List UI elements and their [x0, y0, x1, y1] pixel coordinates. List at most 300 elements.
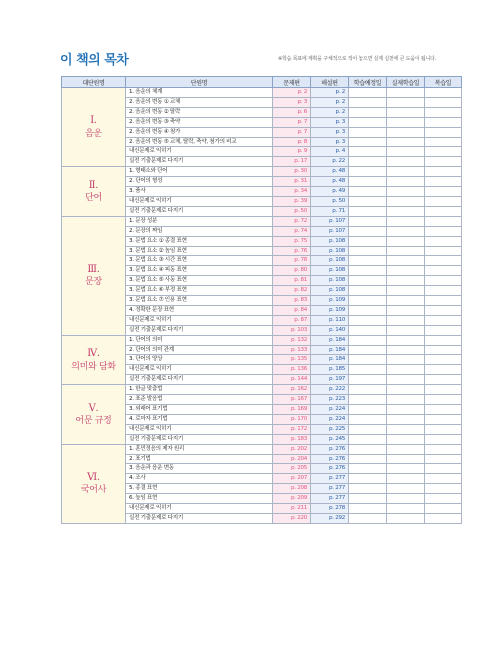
unit-name: 4. 조사 [126, 474, 273, 484]
actual-date-cell[interactable] [387, 464, 425, 474]
problem-page: p. 144 [273, 375, 311, 385]
section-name: 단어 [85, 193, 102, 204]
header-unit: 단원명 [126, 77, 273, 88]
actual-date-cell[interactable] [387, 167, 425, 177]
problem-page: p. 172 [273, 424, 311, 434]
planned-date-cell[interactable] [349, 355, 387, 365]
solution-page: p. 224 [311, 405, 349, 415]
problem-page: p. 8 [273, 137, 311, 147]
planned-date-cell[interactable] [349, 236, 387, 246]
solution-page: p. 108 [311, 256, 349, 266]
actual-date-cell[interactable] [387, 454, 425, 464]
problem-page: p. 30 [273, 167, 311, 177]
planned-date-cell[interactable] [349, 147, 387, 157]
problem-page: p. 34 [273, 187, 311, 197]
unit-name: 2. 음운의 변동 ④ 첨가 [126, 127, 273, 137]
unit-name: 내신문제로 익히기 [126, 196, 273, 206]
problem-page: p. 81 [273, 276, 311, 286]
actual-date-cell[interactable] [387, 365, 425, 375]
review-date-cell[interactable] [425, 464, 462, 474]
review-date-cell[interactable] [425, 375, 462, 385]
review-date-cell[interactable] [425, 325, 462, 335]
review-date-cell[interactable] [425, 484, 462, 494]
unit-name: 3. 외래어 표기법 [126, 405, 273, 415]
review-date-cell[interactable] [425, 196, 462, 206]
actual-date-cell[interactable] [387, 325, 425, 335]
section-number: Ⅳ. [87, 348, 100, 360]
planned-date-cell[interactable] [349, 375, 387, 385]
problem-page: p. 162 [273, 385, 311, 395]
section-cell [62, 335, 126, 385]
solution-page: p. 277 [311, 484, 349, 494]
actual-date-cell[interactable] [387, 276, 425, 286]
review-date-cell[interactable] [425, 434, 462, 444]
review-date-cell[interactable] [425, 117, 462, 127]
solution-page: p. 2 [311, 88, 349, 98]
review-date-cell[interactable] [425, 236, 462, 246]
review-date-cell[interactable] [425, 167, 462, 177]
unit-name: 실전 기출문제로 다지기 [126, 513, 273, 523]
actual-date-cell[interactable] [387, 395, 425, 405]
review-date-cell[interactable] [425, 286, 462, 296]
unit-name: 2. 표준 발음법 [126, 395, 273, 405]
planned-date-cell[interactable] [349, 296, 387, 306]
review-date-cell[interactable] [425, 137, 462, 147]
unit-name: 1. 형태소와 단어 [126, 167, 273, 177]
unit-name: 2. 음운의 변동 ③ 축약 [126, 117, 273, 127]
planned-date-cell[interactable] [349, 444, 387, 454]
actual-date-cell[interactable] [387, 474, 425, 484]
solution-page: p. 278 [311, 504, 349, 514]
solution-page: p. 48 [311, 167, 349, 177]
actual-date-cell[interactable] [387, 504, 425, 514]
planned-date-cell[interactable] [349, 216, 387, 226]
section-number: Ⅰ. [90, 115, 97, 127]
planned-date-cell[interactable] [349, 405, 387, 415]
actual-date-cell[interactable] [387, 444, 425, 454]
actual-date-cell[interactable] [387, 405, 425, 415]
problem-page: p. 74 [273, 226, 311, 236]
problem-page: p. 167 [273, 395, 311, 405]
unit-name: 3. 품사 [126, 187, 273, 197]
problem-page: p. 136 [273, 365, 311, 375]
review-date-cell[interactable] [425, 296, 462, 306]
unit-name: 2. 문장의 짜임 [126, 226, 273, 236]
actual-date-cell[interactable] [387, 88, 425, 98]
actual-date-cell[interactable] [387, 256, 425, 266]
actual-date-cell[interactable] [387, 196, 425, 206]
problem-page: p. 84 [273, 305, 311, 315]
problem-page: p. 72 [273, 216, 311, 226]
unit-name: 3. 문법 요소 ⑦ 인용 표현 [126, 296, 273, 306]
solution-page: p. 71 [311, 206, 349, 216]
table-row [62, 444, 462, 454]
planned-date-cell[interactable] [349, 286, 387, 296]
review-date-cell[interactable] [425, 355, 462, 365]
section-name: 의미와 담화 [71, 361, 116, 372]
solution-page: p. 276 [311, 444, 349, 454]
actual-date-cell[interactable] [387, 206, 425, 216]
actual-date-cell[interactable] [387, 286, 425, 296]
review-date-cell[interactable] [425, 147, 462, 157]
review-date-cell[interactable] [425, 424, 462, 434]
solution-page: p. 50 [311, 196, 349, 206]
unit-name: 2. 단어의 의미 관계 [126, 345, 273, 355]
solution-page: p. 108 [311, 286, 349, 296]
section-number: Ⅵ. [87, 471, 100, 483]
review-date-cell[interactable] [425, 335, 462, 345]
section-cell [62, 167, 126, 217]
unit-name: 2. 음운의 변동 ① 교체 [126, 97, 273, 107]
actual-date-cell[interactable] [387, 246, 425, 256]
section-cell [62, 444, 126, 523]
problem-page: p. 31 [273, 177, 311, 187]
problem-page: p. 80 [273, 266, 311, 276]
actual-date-cell[interactable] [387, 484, 425, 494]
review-date-cell[interactable] [425, 107, 462, 117]
actual-date-cell[interactable] [387, 216, 425, 226]
header-actual-date: 실제학습일 [387, 77, 425, 88]
planned-date-cell[interactable] [349, 345, 387, 355]
section-number: Ⅴ. [88, 402, 99, 414]
solution-page: p. 224 [311, 414, 349, 424]
actual-date-cell[interactable] [387, 157, 425, 167]
solution-page: p. 108 [311, 276, 349, 286]
review-date-cell[interactable] [425, 256, 462, 266]
actual-date-cell[interactable] [387, 315, 425, 325]
solution-page: p. 2 [311, 107, 349, 117]
solution-page: p. 277 [311, 474, 349, 484]
unit-name: 실전 기출문제로 다지기 [126, 157, 273, 167]
table-row [62, 167, 462, 177]
unit-name: 내신문제로 익히기 [126, 147, 273, 157]
problem-page: p. 169 [273, 405, 311, 415]
planned-date-cell[interactable] [349, 187, 387, 197]
actual-date-cell[interactable] [387, 434, 425, 444]
problem-page: p. 17 [273, 157, 311, 167]
section-name: 문장 [85, 277, 102, 288]
review-date-cell[interactable] [425, 187, 462, 197]
problem-page: p. 208 [273, 484, 311, 494]
problem-page: p. 50 [273, 206, 311, 216]
problem-page: p. 220 [273, 513, 311, 523]
solution-page: p. 225 [311, 424, 349, 434]
planned-date-cell[interactable] [349, 117, 387, 127]
solution-page: p. 107 [311, 226, 349, 236]
solution-page: p. 110 [311, 315, 349, 325]
solution-page: p. 185 [311, 365, 349, 375]
review-date-cell[interactable] [425, 395, 462, 405]
solution-page: p. 108 [311, 266, 349, 276]
toc-table [61, 76, 462, 524]
solution-page: p. 2 [311, 97, 349, 107]
solution-page: p. 276 [311, 454, 349, 464]
planned-date-cell[interactable] [349, 484, 387, 494]
review-date-cell[interactable] [425, 88, 462, 98]
problem-page: p. 133 [273, 345, 311, 355]
unit-name: 3. 음운과 음운 변동 [126, 464, 273, 474]
problem-page: p. 3 [273, 97, 311, 107]
problem-page: p. 170 [273, 414, 311, 424]
header-row [62, 77, 462, 88]
header-review-date: 복습일 [425, 77, 462, 88]
unit-name: 실전 기출문제로 다지기 [126, 375, 273, 385]
review-date-cell[interactable] [425, 504, 462, 514]
problem-page: p. 135 [273, 355, 311, 365]
problem-page: p. 204 [273, 454, 311, 464]
header-solution-page: 해설편 [311, 77, 349, 88]
unit-name: 3. 문법 요소 ④ 피동 표현 [126, 266, 273, 276]
review-date-cell[interactable] [425, 365, 462, 375]
planned-date-cell[interactable] [349, 395, 387, 405]
review-date-cell[interactable] [425, 305, 462, 315]
actual-date-cell[interactable] [387, 177, 425, 187]
review-date-cell[interactable] [425, 474, 462, 484]
solution-page: p. 4 [311, 147, 349, 157]
planned-date-cell[interactable] [349, 266, 387, 276]
actual-date-cell[interactable] [387, 147, 425, 157]
actual-date-cell[interactable] [387, 345, 425, 355]
actual-date-cell[interactable] [387, 375, 425, 385]
planned-date-cell[interactable] [349, 494, 387, 504]
planned-date-cell[interactable] [349, 206, 387, 216]
unit-name: 1. 단어의 의미 [126, 335, 273, 345]
review-date-cell[interactable] [425, 157, 462, 167]
unit-name: 3. 문법 요소 ③ 시간 표현 [126, 256, 273, 266]
planned-date-cell[interactable] [349, 424, 387, 434]
review-date-cell[interactable] [425, 177, 462, 187]
review-date-cell[interactable] [425, 414, 462, 424]
planned-date-cell[interactable] [349, 315, 387, 325]
problem-page: p. 2 [273, 88, 311, 98]
actual-date-cell[interactable] [387, 494, 425, 504]
solution-page: p. 276 [311, 464, 349, 474]
page-title: 이 책의 목차 [60, 53, 129, 68]
solution-page: p. 197 [311, 375, 349, 385]
actual-date-cell[interactable] [387, 414, 425, 424]
planned-date-cell[interactable] [349, 325, 387, 335]
planned-date-cell[interactable] [349, 167, 387, 177]
unit-name: 1. 한글 맞춤법 [126, 385, 273, 395]
solution-page: p. 108 [311, 246, 349, 256]
planned-date-cell[interactable] [349, 434, 387, 444]
table-row [62, 88, 462, 98]
section-cell [62, 385, 126, 444]
problem-page: p. 207 [273, 474, 311, 484]
planned-date-cell[interactable] [349, 137, 387, 147]
solution-page: p. 223 [311, 395, 349, 405]
unit-name: 3. 문법 요소 ① 종결 표현 [126, 236, 273, 246]
problem-page: p. 87 [273, 315, 311, 325]
section-name: 어문 규정 [75, 416, 112, 427]
problem-page: p. 205 [273, 464, 311, 474]
problem-page: p. 183 [273, 434, 311, 444]
planned-date-cell[interactable] [349, 414, 387, 424]
actual-date-cell[interactable] [387, 137, 425, 147]
unit-name: 1. 문장 성분 [126, 216, 273, 226]
problem-page: p. 83 [273, 296, 311, 306]
solution-page: p. 277 [311, 494, 349, 504]
solution-page: p. 109 [311, 305, 349, 315]
unit-name: 3. 문법 요소 ⑥ 부정 표현 [126, 286, 273, 296]
unit-name: 6. 높임 표현 [126, 494, 273, 504]
unit-name: 4. 정확한 문장 표현 [126, 305, 273, 315]
actual-date-cell[interactable] [387, 355, 425, 365]
planned-date-cell[interactable] [349, 513, 387, 523]
planned-date-cell[interactable] [349, 385, 387, 395]
problem-page: p. 209 [273, 494, 311, 504]
problem-page: p. 9 [273, 147, 311, 157]
planned-date-cell[interactable] [349, 305, 387, 315]
actual-date-cell[interactable] [387, 117, 425, 127]
actual-date-cell[interactable] [387, 266, 425, 276]
problem-page: p. 82 [273, 286, 311, 296]
table-row [62, 335, 462, 345]
unit-name: 5. 종결 표현 [126, 484, 273, 494]
problem-page: p. 132 [273, 335, 311, 345]
unit-name: 2. 단어의 형성 [126, 177, 273, 187]
unit-name: 3. 단어의 양상 [126, 355, 273, 365]
toc-header [62, 77, 462, 88]
study-note: ※학습 목표에 계획을 구체적으로 적어 놓으면 실제 실천에 큰 도움이 됩니다. [278, 56, 437, 62]
actual-date-cell[interactable] [387, 305, 425, 315]
actual-date-cell[interactable] [387, 424, 425, 434]
solution-page: p. 140 [311, 325, 349, 335]
problem-page: p. 7 [273, 117, 311, 127]
planned-date-cell[interactable] [349, 335, 387, 345]
unit-name: 1. 훈민정음의 제자 원리 [126, 444, 273, 454]
section-number: Ⅱ. [88, 179, 99, 191]
planned-date-cell[interactable] [349, 226, 387, 236]
unit-name: 내신문제로 익히기 [126, 504, 273, 514]
problem-page: p. 6 [273, 107, 311, 117]
header-section: 대단원명 [62, 77, 126, 88]
section-name: 국어사 [80, 485, 107, 496]
actual-date-cell[interactable] [387, 385, 425, 395]
problem-page: p. 78 [273, 256, 311, 266]
planned-date-cell[interactable] [349, 474, 387, 484]
unit-name: 실전 기출문제로 다지기 [126, 434, 273, 444]
solution-page: p. 292 [311, 513, 349, 523]
planned-date-cell[interactable] [349, 177, 387, 187]
review-date-cell[interactable] [425, 276, 462, 286]
review-date-cell[interactable] [425, 315, 462, 325]
unit-name: 내신문제로 익히기 [126, 424, 273, 434]
review-date-cell[interactable] [425, 127, 462, 137]
actual-date-cell[interactable] [387, 335, 425, 345]
section-name: 음운 [85, 128, 102, 139]
problem-page: p. 7 [273, 127, 311, 137]
toc-body [62, 88, 462, 524]
unit-name: 1. 음운의 체계 [126, 88, 273, 98]
planned-date-cell[interactable] [349, 276, 387, 286]
review-date-cell[interactable] [425, 216, 462, 226]
unit-name: 실전 기출문제로 다지기 [126, 206, 273, 216]
planned-date-cell[interactable] [349, 504, 387, 514]
review-date-cell[interactable] [425, 454, 462, 464]
review-date-cell[interactable] [425, 345, 462, 355]
unit-name: 실전 기출문제로 다지기 [126, 325, 273, 335]
review-date-cell[interactable] [425, 266, 462, 276]
unit-name: 내신문제로 익히기 [126, 315, 273, 325]
planned-date-cell[interactable] [349, 256, 387, 266]
actual-date-cell[interactable] [387, 236, 425, 246]
review-date-cell[interactable] [425, 385, 462, 395]
solution-page: p. 184 [311, 335, 349, 345]
unit-name: 2. 음운의 변동 ② 탈락 [126, 107, 273, 117]
problem-page: p. 75 [273, 236, 311, 246]
review-date-cell[interactable] [425, 405, 462, 415]
review-date-cell[interactable] [425, 97, 462, 107]
unit-name: 4. 로마자 표기법 [126, 414, 273, 424]
planned-date-cell[interactable] [349, 88, 387, 98]
actual-date-cell[interactable] [387, 97, 425, 107]
section-cell [62, 88, 126, 167]
actual-date-cell[interactable] [387, 127, 425, 137]
review-date-cell[interactable] [425, 513, 462, 523]
solution-page: p. 222 [311, 385, 349, 395]
planned-date-cell[interactable] [349, 196, 387, 206]
solution-page: p. 107 [311, 216, 349, 226]
actual-date-cell[interactable] [387, 187, 425, 197]
unit-name: 2. 음운의 변동 ⑤ 교체, 탈락, 축약, 첨가의 비교 [126, 137, 273, 147]
actual-date-cell[interactable] [387, 107, 425, 117]
solution-page: p. 48 [311, 177, 349, 187]
solution-page: p. 184 [311, 345, 349, 355]
section-cell [62, 216, 126, 335]
table-row [62, 216, 462, 226]
problem-page: p. 202 [273, 444, 311, 454]
planned-date-cell[interactable] [349, 365, 387, 375]
planned-date-cell[interactable] [349, 246, 387, 256]
review-date-cell[interactable] [425, 444, 462, 454]
review-date-cell[interactable] [425, 226, 462, 236]
unit-name: 2. 표기법 [126, 454, 273, 464]
problem-page: p. 103 [273, 325, 311, 335]
solution-page: p. 245 [311, 434, 349, 444]
table-row [62, 385, 462, 395]
unit-name: 3. 문법 요소 ② 높임 표현 [126, 246, 273, 256]
unit-name: 3. 문법 요소 ⑤ 사동 표현 [126, 276, 273, 286]
solution-page: p. 3 [311, 137, 349, 147]
solution-page: p. 3 [311, 117, 349, 127]
solution-page: p. 109 [311, 296, 349, 306]
planned-date-cell[interactable] [349, 464, 387, 474]
review-date-cell[interactable] [425, 246, 462, 256]
planned-date-cell[interactable] [349, 157, 387, 167]
planned-date-cell[interactable] [349, 107, 387, 117]
solution-page: p. 3 [311, 127, 349, 137]
actual-date-cell[interactable] [387, 513, 425, 523]
planned-date-cell[interactable] [349, 454, 387, 464]
problem-page: p. 76 [273, 246, 311, 256]
review-date-cell[interactable] [425, 206, 462, 216]
actual-date-cell[interactable] [387, 226, 425, 236]
solution-page: p. 22 [311, 157, 349, 167]
actual-date-cell[interactable] [387, 296, 425, 306]
header-planned-date: 학습예정일 [349, 77, 387, 88]
solution-page: p. 49 [311, 187, 349, 197]
planned-date-cell[interactable] [349, 97, 387, 107]
review-date-cell[interactable] [425, 494, 462, 504]
unit-name: 내신문제로 익히기 [126, 365, 273, 375]
planned-date-cell[interactable] [349, 127, 387, 137]
problem-page: p. 39 [273, 196, 311, 206]
solution-page: p. 108 [311, 236, 349, 246]
problem-page: p. 211 [273, 504, 311, 514]
solution-page: p. 184 [311, 355, 349, 365]
header-problem-page: 문제편 [273, 77, 311, 88]
